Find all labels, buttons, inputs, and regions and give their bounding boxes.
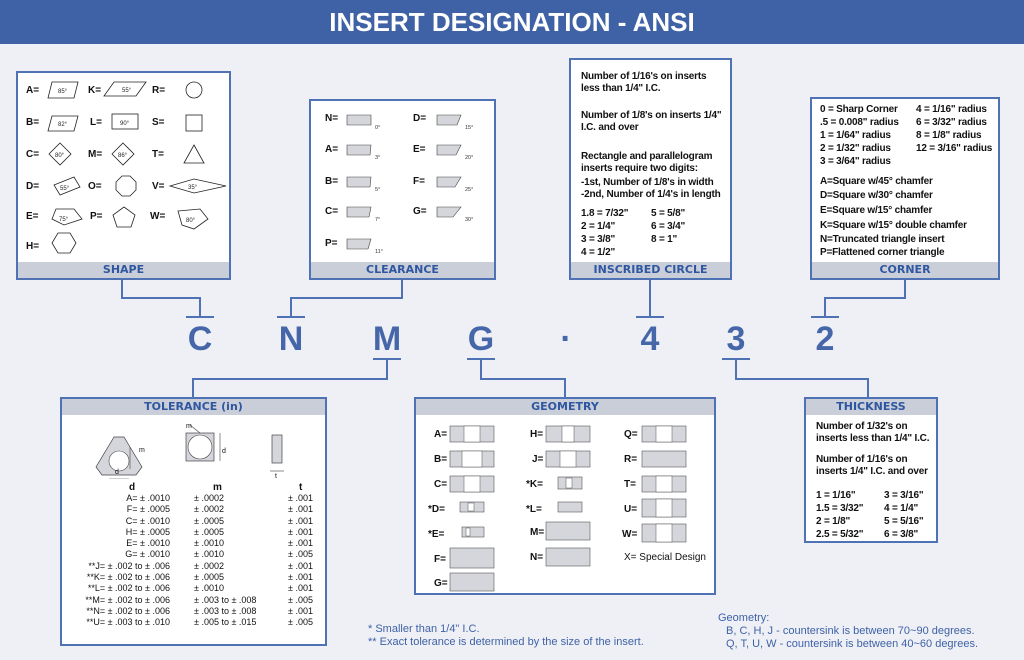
geometry-code: N= bbox=[530, 552, 544, 563]
tolerance-cell: ± .0005 bbox=[194, 526, 224, 537]
diagram-label-t: t bbox=[275, 473, 277, 480]
code-clearance: N bbox=[278, 320, 304, 358]
tolerance-cell: ± .0002 bbox=[194, 560, 224, 571]
svg-text:25°: 25° bbox=[465, 187, 474, 193]
tolerance-cell: E= ± .0010 bbox=[126, 538, 170, 549]
tolerance-cell: ± .003 to ± .008 bbox=[194, 594, 257, 605]
thickness-title: THICKNESS bbox=[806, 399, 936, 415]
clearance-title: CLEARANCE bbox=[311, 262, 494, 278]
inscribed-text-3: Rectangle and parallelogram inserts require two digits: bbox=[581, 151, 713, 174]
tolerance-cell: G= ± .0010 bbox=[125, 549, 170, 560]
tolerance-panel bbox=[60, 397, 327, 646]
svg-text:30°: 30° bbox=[465, 217, 474, 223]
tolerance-cell: **L= ± .002 to ± .006 bbox=[87, 583, 170, 594]
geometry-code: A= bbox=[434, 429, 448, 440]
diagram-label-d2: d bbox=[222, 448, 226, 455]
tolerance-cell: A= ± .0010 bbox=[126, 493, 170, 503]
corner-title: CORNER bbox=[812, 262, 998, 278]
tolerance-cell: ± .0010 bbox=[194, 583, 224, 594]
tolerance-cell: ± .001 bbox=[288, 504, 313, 515]
tolerance-header-m: m bbox=[213, 482, 222, 493]
geometry-note-title: Geometry: bbox=[718, 612, 770, 624]
clearance-code-n: N= bbox=[325, 113, 339, 124]
svg-text:90°: 90° bbox=[120, 121, 130, 127]
code-geometry: G bbox=[467, 320, 495, 358]
thickness-text-1: Number of 1/32's on inserts less than 1/4" I.C. bbox=[816, 421, 930, 444]
thickness-value: 2 = 1/8" bbox=[816, 516, 851, 527]
svg-text:20°: 20° bbox=[465, 155, 474, 161]
page-title: INSERT DESIGNATION - ANSI bbox=[0, 0, 1024, 44]
shape-code-d: D= bbox=[26, 181, 40, 192]
code-inscribed-circle: 4 bbox=[640, 320, 660, 358]
tolerance-cell: **U= ± .003 to ± .010 bbox=[86, 617, 170, 628]
thickness-value: 3 = 3/16" bbox=[884, 490, 924, 501]
thickness-value: 5 = 5/16" bbox=[884, 516, 924, 527]
shape-code-l: L= bbox=[90, 117, 102, 128]
inscribed-value: 6 = 3/4" bbox=[651, 221, 686, 232]
tolerance-cell: ± .001 bbox=[288, 493, 313, 503]
clearance-code-c: C= bbox=[325, 206, 339, 217]
svg-text:11°: 11° bbox=[375, 249, 383, 255]
shape-panel bbox=[16, 71, 231, 280]
geometry-code: H= bbox=[530, 429, 544, 440]
tolerance-cell: ± .005 bbox=[288, 617, 313, 628]
clearance-code-a: A= bbox=[325, 144, 339, 155]
clearance-code-p: P= bbox=[325, 238, 338, 249]
inscribed-value: 4 = 1/2" bbox=[581, 247, 616, 258]
clearance-code-f: F= bbox=[413, 176, 425, 187]
shape-code-b: B= bbox=[26, 117, 40, 128]
tolerance-cell: **N= ± .002 to ± .006 bbox=[86, 605, 170, 616]
tolerance-cell: ± .001 bbox=[288, 583, 313, 594]
footnote-1: * Smaller than 1/4" I.C. bbox=[368, 623, 480, 635]
geometry-code: Q= bbox=[624, 429, 638, 440]
geometry-code: *D= bbox=[428, 504, 445, 515]
diagram-label-m2: m bbox=[186, 423, 192, 430]
corner-radius: 12 = 3/16" radius bbox=[916, 143, 993, 154]
corner-radius: 3 = 3/64" radius bbox=[820, 156, 891, 167]
svg-text:86°: 86° bbox=[118, 153, 128, 159]
thickness-panel bbox=[804, 397, 938, 543]
tolerance-diagrams bbox=[62, 417, 325, 479]
geometry-note-1: B, C, H, J - countersink is between 70~90 degrees. bbox=[726, 625, 975, 637]
geometry-code: *E= bbox=[428, 529, 445, 540]
geometry-code: G= bbox=[434, 578, 448, 589]
corner-chamfer: N=Truncated triangle insert bbox=[820, 234, 945, 245]
svg-text:80°: 80° bbox=[55, 153, 65, 159]
svg-text:7°: 7° bbox=[375, 217, 381, 223]
geometry-code: T= bbox=[624, 479, 636, 490]
geometry-code: R= bbox=[624, 454, 638, 465]
tolerance-header-t: t bbox=[299, 482, 303, 493]
tolerance-cell: ± .001 bbox=[288, 538, 313, 549]
tolerance-cell: ± .0002 bbox=[194, 493, 224, 503]
shape-code-w: W= bbox=[150, 211, 166, 222]
tolerance-col-d bbox=[72, 493, 170, 629]
tolerance-cell: C= ± .0010 bbox=[125, 515, 170, 526]
tolerance-cell: ± .005 bbox=[288, 549, 313, 560]
corner-chamfer: D=Square w/30° chamfer bbox=[820, 190, 933, 201]
geometry-code: C= bbox=[434, 479, 448, 490]
svg-text:85°: 85° bbox=[58, 89, 68, 95]
tolerance-cell: H= ± .0005 bbox=[125, 526, 170, 537]
corner-radius: 2 = 1/32" radius bbox=[820, 143, 891, 154]
tolerance-cell: ± .003 to ± .008 bbox=[194, 605, 257, 616]
inscribed-text-5: -2nd, Number of 1/4's in length bbox=[581, 189, 721, 200]
inscribed-text-4: -1st, Number of 1/8's in width bbox=[581, 177, 714, 188]
svg-text:5°: 5° bbox=[375, 187, 381, 193]
thickness-value: 4 = 1/4" bbox=[884, 503, 919, 514]
corner-chamfer: P=Flattened corner triangle bbox=[820, 247, 945, 258]
code-shape: C bbox=[187, 320, 213, 358]
diagram-label-m: m bbox=[139, 447, 145, 454]
svg-text:75°: 75° bbox=[59, 217, 69, 223]
corner-chamfer: E=Square w/15° chamfer bbox=[820, 205, 933, 216]
svg-text:55°: 55° bbox=[122, 88, 132, 94]
inscribed-text-2: Number of 1/8's on inserts 1/4" I.C. and over bbox=[581, 110, 722, 133]
geometry-icons bbox=[416, 417, 714, 597]
tolerance-cell: ± .0005 bbox=[194, 515, 224, 526]
svg-text:55°: 55° bbox=[60, 186, 70, 192]
svg-text:35°: 35° bbox=[188, 185, 198, 191]
inscribed-circle-panel bbox=[569, 58, 732, 280]
corner-radius: 4 = 1/16" radius bbox=[916, 104, 987, 115]
tolerance-col-t bbox=[288, 493, 313, 629]
inscribed-value: 5 = 5/8" bbox=[651, 208, 686, 219]
clearance-code-b: B= bbox=[325, 176, 339, 187]
corner-radius: 8 = 1/8" radius bbox=[916, 130, 982, 141]
clearance-code-g: G= bbox=[413, 206, 427, 217]
shape-code-m: M= bbox=[88, 149, 103, 160]
thickness-value: 1.5 = 3/32" bbox=[816, 503, 864, 514]
inscribed-value: 8 = 1" bbox=[651, 234, 678, 245]
thickness-text-2: Number of 1/16's on inserts 1/4" I.C. and over bbox=[816, 454, 928, 477]
geometry-code: B= bbox=[434, 454, 448, 465]
shape-code-r: R= bbox=[152, 85, 166, 96]
code-corner: 2 bbox=[815, 320, 835, 358]
tolerance-cell: ± .001 bbox=[288, 605, 313, 616]
geometry-note-2: Q, T, U, W - countersink is between 40~60 degrees. bbox=[726, 638, 979, 650]
corner-radius: 6 = 3/32" radius bbox=[916, 117, 987, 128]
tolerance-cell: ± .001 bbox=[288, 560, 313, 571]
inscribed-text-1: Number of 1/16's on inserts less than 1/4" I.C. bbox=[581, 71, 707, 94]
corner-radius: 0 = Sharp Corner bbox=[820, 104, 898, 115]
tolerance-col-m bbox=[194, 493, 256, 629]
shape-code-h: H= bbox=[26, 241, 40, 252]
inscribed-circle-title: INSCRIBED CIRCLE bbox=[571, 262, 730, 278]
corner-chamfer: A=Square w/45° chamfer bbox=[820, 176, 933, 187]
geometry-special-design: X= Special Design bbox=[624, 552, 706, 563]
geometry-title: GEOMETRY bbox=[416, 399, 714, 415]
tolerance-cell: ± .0005 bbox=[194, 572, 224, 583]
shape-code-a: A= bbox=[26, 85, 40, 96]
tolerance-cell: ± .001 bbox=[288, 515, 313, 526]
svg-text:15°: 15° bbox=[465, 125, 474, 131]
shape-code-t: T= bbox=[152, 149, 164, 160]
tolerance-cell: ± .005 to ± .015 bbox=[194, 617, 257, 628]
geometry-code: W= bbox=[622, 529, 638, 540]
code-thickness: 3 bbox=[726, 320, 746, 358]
geometry-code: U= bbox=[624, 504, 638, 515]
tolerance-cell: ± .001 bbox=[288, 572, 313, 583]
code-tolerance: M bbox=[372, 320, 402, 358]
tolerance-cell: ± .005 bbox=[288, 594, 313, 605]
clearance-icons bbox=[311, 101, 494, 261]
geometry-code: *L= bbox=[526, 504, 542, 515]
tolerance-cell: ± .001 bbox=[288, 526, 313, 537]
shape-title: SHAPE bbox=[18, 262, 229, 278]
tolerance-title: TOLERANCE (in) bbox=[62, 399, 325, 415]
corner-panel bbox=[810, 97, 1000, 280]
clearance-panel bbox=[309, 99, 496, 280]
clearance-code-d: D= bbox=[413, 113, 427, 124]
shape-code-o: O= bbox=[88, 181, 102, 192]
tolerance-cell: ± .0010 bbox=[194, 538, 224, 549]
code-separator: · bbox=[560, 320, 572, 358]
tolerance-cell: ± .0002 bbox=[194, 504, 224, 515]
clearance-code-e: E= bbox=[413, 144, 426, 155]
tolerance-cell: F= ± .0005 bbox=[126, 504, 170, 515]
inscribed-value: 1.8 = 7/32" bbox=[581, 208, 629, 219]
corner-radius: .5 = 0.008" radius bbox=[820, 117, 899, 128]
thickness-value: 1 = 1/16" bbox=[816, 490, 856, 501]
shape-code-s: S= bbox=[152, 117, 165, 128]
tolerance-cell: ± .0010 bbox=[194, 549, 224, 560]
shape-code-k: K= bbox=[88, 85, 102, 96]
geometry-code: F= bbox=[434, 554, 446, 565]
svg-text:3°: 3° bbox=[375, 155, 381, 161]
shape-code-c: C= bbox=[26, 149, 40, 160]
tolerance-header-d: d bbox=[129, 482, 136, 493]
geometry-code: *K= bbox=[526, 479, 543, 490]
geometry-code: J= bbox=[532, 454, 544, 465]
svg-text:82°: 82° bbox=[58, 122, 68, 128]
inscribed-value: 2 = 1/4" bbox=[581, 221, 616, 232]
corner-chamfer: K=Square w/15° double chamfer bbox=[820, 220, 967, 231]
shape-icons bbox=[18, 73, 229, 263]
svg-text:0°: 0° bbox=[375, 125, 381, 131]
tolerance-cell: **K= ± .002 to ± .006 bbox=[86, 572, 170, 583]
geometry-panel bbox=[414, 397, 716, 595]
corner-radius: 1 = 1/64" radius bbox=[820, 130, 891, 141]
footnote-2: ** Exact tolerance is determined by the size of the insert. bbox=[368, 636, 644, 648]
inscribed-value: 3 = 3/8" bbox=[581, 234, 616, 245]
tolerance-cell: **M= ± .002 to ± .006 bbox=[85, 594, 170, 605]
shape-code-p: P= bbox=[90, 211, 103, 222]
shape-code-v: V= bbox=[152, 181, 165, 192]
thickness-value: 2.5 = 5/32" bbox=[816, 529, 864, 540]
tolerance-cell: **J= ± .002 to ± .006 bbox=[88, 560, 170, 571]
diagram-label-d: d bbox=[115, 469, 119, 476]
shape-code-e: E= bbox=[26, 211, 39, 222]
svg-text:80°: 80° bbox=[186, 218, 196, 224]
geometry-code: M= bbox=[530, 527, 545, 538]
thickness-value: 6 = 3/8" bbox=[884, 529, 919, 540]
